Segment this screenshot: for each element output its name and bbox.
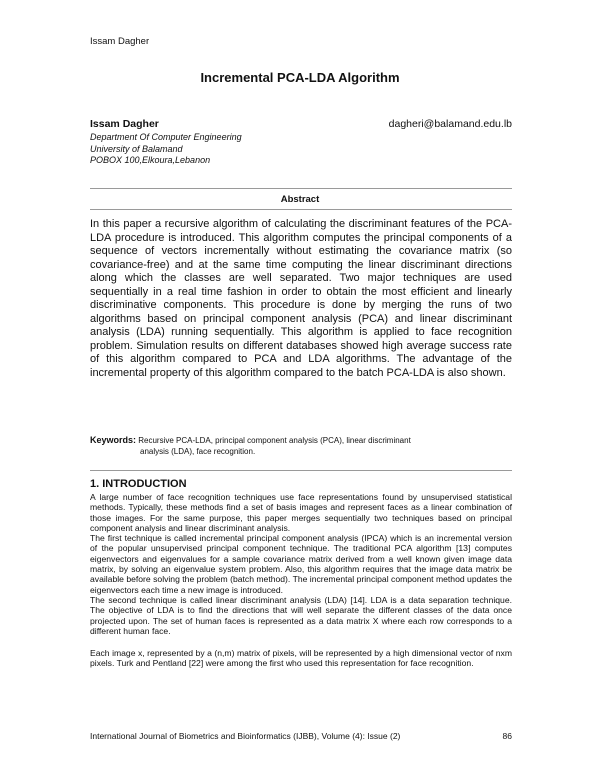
- section-body: [90, 648, 512, 669]
- abstract-text: In this paper a recursive algorithm of calculating the discriminant features of the PCA-LDA procedure is introduced. This algorithm computes the principal components of a sequence of vectors incrementally without estimating the covariance matrix (so covariance-free) and at the same time computing the linear discriminant directions along which the classes are well separated. Two major techniques are used sequentially in a real time fashion in order to obtain the most efficient and linearly discriminative components. This procedure is done by merging the runs of two algorithms based on principal component analysis (PCA) and linear discriminant analysis (LDA) running sequentially. This algorithm is applied to face recognition problem. Simulation results on different databases showed high average success rate of this algorithm compared to PCA and LDA algorithms. The advantage of the incremental property of this algorithm compared to the batch PCA-LDA is also shown.: [90, 218, 512, 379]
- keywords-label: Keywords:: [90, 435, 137, 445]
- paper-title: Incremental PCA-LDA Algorithm: [200, 70, 400, 85]
- divider: [90, 470, 512, 471]
- abstract-heading: Abstract: [280, 194, 320, 205]
- paragraph: Each image x, represented by a (n,m) matrix of pixels, will be represented by a high dimensional vector of nxm pixels. Turk and Pentland [22] were among the first who used this representation for face recognition.: [90, 648, 512, 669]
- journal-footer: International Journal of Biometrics and Bioinformatics (IJBB), Volume (4): Issue (2): [90, 731, 401, 741]
- paragraph: A large number of face recognition techniques use face representations found by unsupervised statistical methods. Typically, these methods find a set of basis images and represent faces as a linear combination of those images. For the same purpose, this paper merges sequentially two techniques based on principal component analysis and linear discriminant analysis.: [90, 492, 512, 533]
- affiliation-line: Department Of Computer Engineering: [90, 132, 242, 142]
- affiliation-line: University of Balamand: [90, 143, 183, 154]
- keywords: [90, 435, 490, 457]
- page-number: 86: [502, 731, 512, 741]
- section-heading: 1. INTRODUCTION: [90, 478, 187, 490]
- running-head: Issam Dagher: [90, 36, 150, 47]
- keywords-line: Recursive PCA-LDA, principal component analysis (PCA), linear discriminant: [138, 436, 411, 445]
- divider: [90, 209, 512, 210]
- author-affiliation: [90, 132, 242, 167]
- author-email[interactable]: dagheri@balamand.edu.lb: [388, 118, 512, 130]
- author-name: Issam Dagher: [90, 118, 159, 130]
- affiliation-line: POBOX 100,Elkoura,Lebanon: [90, 155, 211, 165]
- keywords-line: analysis (LDA), face recognition.: [140, 447, 256, 456]
- section-body: [90, 492, 512, 636]
- paragraph: The second technique is called linear discriminant analysis (LDA) [14]. LDA is a data separation technique. The objective of LDA is to find the directions that will well separate the different classes of the data once projected upon. The set of human faces is represented as a data matrix X where each row corresponds to a different human face.: [90, 594, 512, 636]
- paragraph: The first technique is called incremental principal component analysis (IPCA) which is an incremental version of the popular unsupervised principal component technique. The traditional PCA algorithm [13] computes eigenvectors and eigenvalues for a sample covariance matrix derived from a well known given image data matrix, by solving an eigenvalue system problem. Also, this algorithm requires that the image data matrix be available before solving the problem (batch method). The incremental principal component method updates the eigenvectors each time a new image is introduced.: [90, 533, 512, 595]
- divider: [90, 188, 512, 189]
